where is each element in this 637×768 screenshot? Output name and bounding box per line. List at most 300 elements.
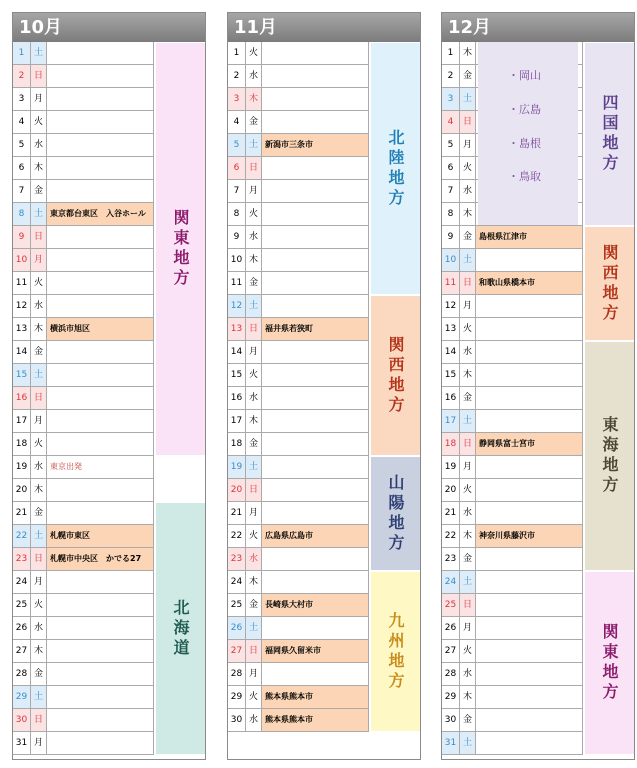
day-number: 27: [442, 640, 460, 662]
event-cell: [262, 203, 369, 225]
event-cell: [476, 686, 583, 708]
weekday: 金: [460, 226, 476, 248]
day-number: 6: [13, 157, 31, 179]
day-number: 6: [442, 157, 460, 179]
weekday: 水: [31, 295, 47, 317]
day-row: [442, 249, 583, 272]
day-row: [442, 410, 583, 433]
weekday: 土: [460, 88, 476, 110]
day-row: [442, 571, 583, 594]
weekday: 木: [460, 364, 476, 386]
day-row: [442, 686, 583, 709]
day-number: 24: [228, 571, 246, 593]
weekday: 土: [31, 203, 47, 225]
day-row: [13, 617, 154, 640]
weekday: 月: [246, 341, 262, 363]
event-cell: [476, 295, 583, 317]
weekday: 木: [31, 318, 47, 340]
event-cell: [476, 594, 583, 616]
weekday: 土: [460, 732, 476, 754]
day-row: [13, 525, 154, 548]
day-row: [442, 226, 583, 249]
weekday: 火: [246, 364, 262, 386]
event-cell: [47, 502, 154, 524]
day-number: 8: [228, 203, 246, 225]
event-cell: [262, 617, 369, 639]
day-number: 16: [228, 387, 246, 409]
day-number: 2: [228, 65, 246, 87]
day-row: [442, 387, 583, 410]
day-number: 27: [228, 640, 246, 662]
weekday: 水: [460, 341, 476, 363]
day-number: 20: [228, 479, 246, 501]
day-row: [228, 272, 369, 295]
day-number: 10: [442, 249, 460, 271]
day-number: 14: [442, 341, 460, 363]
event-cell: 広島県広島市: [262, 525, 369, 547]
day-row: [13, 594, 154, 617]
day-number: 23: [13, 548, 31, 570]
event-cell: [47, 341, 154, 363]
day-row: [228, 203, 369, 226]
day-number: 19: [228, 456, 246, 478]
event-cell: 新潟市三条市: [262, 134, 369, 156]
weekday: 土: [31, 525, 47, 547]
day-row: [228, 502, 369, 525]
weekday: 月: [246, 180, 262, 202]
day-row: [13, 111, 154, 134]
day-number: 30: [442, 709, 460, 731]
event-cell: [47, 249, 154, 271]
day-row: [228, 180, 369, 203]
day-number: 31: [442, 732, 460, 754]
day-row: [13, 134, 154, 157]
weekday: 金: [460, 709, 476, 731]
event-cell: [262, 180, 369, 202]
weekday: 火: [31, 433, 47, 455]
weekday: 金: [31, 341, 47, 363]
day-row: [228, 640, 369, 663]
event-cell: [47, 410, 154, 432]
weekday: 水: [246, 387, 262, 409]
weekday: 日: [31, 709, 47, 731]
day-number: 11: [13, 272, 31, 294]
event-cell: [262, 157, 369, 179]
day-row: [13, 65, 154, 88]
weekday: 木: [246, 88, 262, 110]
weekday: 水: [31, 617, 47, 639]
day-number: 8: [13, 203, 31, 225]
day-row: [13, 502, 154, 525]
day-row: [442, 594, 583, 617]
event-cell: [47, 686, 154, 708]
day-row: [13, 249, 154, 272]
weekday: 木: [246, 571, 262, 593]
day-row: [13, 548, 154, 571]
day-number: 7: [228, 180, 246, 202]
weekday: 日: [31, 387, 47, 409]
day-row: [442, 640, 583, 663]
weekday: 金: [31, 502, 47, 524]
weekday: 金: [246, 272, 262, 294]
weekday: 金: [460, 548, 476, 570]
day-row: [442, 525, 583, 548]
event-cell: 東京都台東区 入谷ホール: [47, 203, 154, 225]
day-number: 14: [228, 341, 246, 363]
day-number: 24: [442, 571, 460, 593]
day-row: [228, 686, 369, 709]
event-cell: [47, 295, 154, 317]
weekday: 木: [460, 525, 476, 547]
day-number: 9: [442, 226, 460, 248]
day-row: [13, 456, 154, 479]
day-number: 5: [442, 134, 460, 156]
day-row: [228, 318, 369, 341]
weekday: 土: [246, 456, 262, 478]
sub-list-item: ・岡山: [508, 69, 541, 82]
event-cell: [262, 479, 369, 501]
day-row: [228, 249, 369, 272]
day-number: 9: [228, 226, 246, 248]
event-cell: [262, 502, 369, 524]
weekday: 月: [460, 617, 476, 639]
day-number: 12: [13, 295, 31, 317]
day-number: 31: [13, 732, 31, 754]
event-cell: [47, 594, 154, 616]
region-label: 関東地方: [585, 572, 634, 754]
day-row: [228, 295, 369, 318]
weekday: 水: [31, 456, 47, 478]
day-number: 6: [228, 157, 246, 179]
day-number: 30: [228, 709, 246, 731]
day-row: [442, 732, 583, 755]
event-cell: [476, 456, 583, 478]
weekday: 火: [246, 525, 262, 547]
day-row: [13, 686, 154, 709]
region-label: 山陽地方: [371, 457, 420, 570]
day-number: 19: [13, 456, 31, 478]
weekday: 水: [246, 65, 262, 87]
day-number: 28: [228, 663, 246, 685]
weekday: 木: [246, 249, 262, 271]
day-number: 19: [442, 456, 460, 478]
day-row: [442, 295, 583, 318]
day-row: [13, 732, 154, 755]
event-cell: [262, 295, 369, 317]
month-title: 12月: [442, 13, 634, 42]
weekday: 日: [246, 479, 262, 501]
event-cell: [262, 410, 369, 432]
weekday: 月: [31, 88, 47, 110]
day-row: [442, 341, 583, 364]
day-number: 13: [13, 318, 31, 340]
day-row: [228, 157, 369, 180]
weekday: 水: [460, 502, 476, 524]
day-number: 25: [442, 594, 460, 616]
event-cell: [47, 433, 154, 455]
day-row: [13, 295, 154, 318]
day-row: [228, 594, 369, 617]
day-number: 26: [442, 617, 460, 639]
event-cell: [476, 571, 583, 593]
day-number: 25: [13, 594, 31, 616]
day-row: [442, 548, 583, 571]
day-number: 24: [13, 571, 31, 593]
event-cell: [47, 364, 154, 386]
day-row: [442, 272, 583, 295]
day-number: 22: [228, 525, 246, 547]
weekday: 木: [246, 410, 262, 432]
weekday: 金: [246, 111, 262, 133]
event-cell: [47, 571, 154, 593]
event-cell: 福岡県久留米市: [262, 640, 369, 662]
day-number: 16: [442, 387, 460, 409]
day-number: 18: [13, 433, 31, 455]
region-label: 関東地方: [156, 43, 205, 455]
day-number: 15: [442, 364, 460, 386]
day-number: 13: [442, 318, 460, 340]
day-row: [228, 709, 369, 732]
region-label: 北海道: [156, 503, 205, 754]
day-row: [442, 364, 583, 387]
day-row: [13, 364, 154, 387]
weekday: 土: [460, 571, 476, 593]
day-row: [228, 456, 369, 479]
event-cell: 札幌市中央区 かでる27: [47, 548, 154, 570]
day-number: 23: [228, 548, 246, 570]
event-cell: [476, 502, 583, 524]
weekday: 火: [460, 640, 476, 662]
event-cell: 和歌山県橋本市: [476, 272, 583, 294]
event-cell: [47, 479, 154, 501]
weekday: 日: [246, 318, 262, 340]
day-row: [228, 341, 369, 364]
day-row: [228, 410, 369, 433]
weekday: 月: [460, 456, 476, 478]
weekday: 土: [31, 42, 47, 64]
event-cell: 福井県若狭町: [262, 318, 369, 340]
day-row: [13, 42, 154, 65]
day-row: [228, 617, 369, 640]
day-row: [13, 341, 154, 364]
day-row: [228, 42, 369, 65]
day-row: [13, 640, 154, 663]
day-number: 17: [442, 410, 460, 432]
month-title: 11月: [228, 13, 420, 42]
event-cell: 熊本県熊本市: [262, 709, 369, 731]
weekday: 木: [460, 203, 476, 225]
event-cell: [262, 433, 369, 455]
weekday: 木: [460, 686, 476, 708]
weekday: 水: [460, 180, 476, 202]
weekday: 水: [246, 226, 262, 248]
weekday: 木: [31, 157, 47, 179]
event-cell: [262, 548, 369, 570]
weekday: 日: [246, 157, 262, 179]
day-number: 28: [13, 663, 31, 685]
weekday: 水: [246, 548, 262, 570]
event-cell: 長崎県大村市: [262, 594, 369, 616]
weekday: 日: [460, 111, 476, 133]
event-cell: [47, 134, 154, 156]
event-cell: [47, 65, 154, 87]
event-cell: [476, 479, 583, 501]
event-cell: [262, 663, 369, 685]
day-number: 21: [442, 502, 460, 524]
day-number: 11: [228, 272, 246, 294]
event-cell: [476, 709, 583, 731]
day-number: 28: [442, 663, 460, 685]
event-cell: [476, 341, 583, 363]
day-row: [13, 88, 154, 111]
weekday: 月: [31, 410, 47, 432]
event-cell: [47, 617, 154, 639]
day-row: [228, 364, 369, 387]
weekday: 火: [31, 111, 47, 133]
event-cell: [476, 548, 583, 570]
day-row: [13, 571, 154, 594]
day-number: 1: [228, 42, 246, 64]
day-row: [13, 387, 154, 410]
day-row: [13, 479, 154, 502]
day-row: [228, 134, 369, 157]
day-number: 12: [228, 295, 246, 317]
day-rows: [228, 42, 369, 732]
event-cell: [47, 709, 154, 731]
day-row: [13, 318, 154, 341]
day-number: 15: [228, 364, 246, 386]
day-number: 14: [13, 341, 31, 363]
day-row: [228, 111, 369, 134]
event-cell: 東京出発: [47, 456, 154, 478]
event-cell: 島根県江津市: [476, 226, 583, 248]
region-label: 九州地方: [371, 572, 420, 731]
day-row: [228, 479, 369, 502]
region-label: 関西地方: [585, 227, 634, 340]
day-row: [13, 180, 154, 203]
event-cell: [262, 88, 369, 110]
day-number: 3: [13, 88, 31, 110]
weekday: 金: [246, 433, 262, 455]
event-cell: [47, 42, 154, 64]
event-cell: [476, 640, 583, 662]
weekday: 土: [460, 410, 476, 432]
weekday: 土: [31, 686, 47, 708]
day-number: 11: [442, 272, 460, 294]
day-row: [442, 617, 583, 640]
sub-list: [478, 42, 578, 225]
day-number: 4: [228, 111, 246, 133]
day-number: 2: [442, 65, 460, 87]
day-number: 18: [442, 433, 460, 455]
day-row: [442, 502, 583, 525]
event-cell: [262, 571, 369, 593]
day-rows: [13, 42, 154, 755]
weekday: 日: [460, 594, 476, 616]
weekday: 月: [31, 732, 47, 754]
day-row: [13, 410, 154, 433]
day-number: 17: [228, 410, 246, 432]
month-title: 10月: [13, 13, 205, 42]
event-cell: [262, 456, 369, 478]
event-cell: [47, 272, 154, 294]
event-cell: 熊本県熊本市: [262, 686, 369, 708]
weekday: 土: [246, 295, 262, 317]
day-number: 23: [442, 548, 460, 570]
event-cell: [476, 663, 583, 685]
event-cell: [262, 42, 369, 64]
day-number: 12: [442, 295, 460, 317]
region-label: 北陸地方: [371, 43, 420, 294]
day-number: 5: [13, 134, 31, 156]
day-number: 8: [442, 203, 460, 225]
weekday: 日: [31, 65, 47, 87]
day-number: 25: [228, 594, 246, 616]
event-cell: 横浜市旭区: [47, 318, 154, 340]
day-number: 29: [442, 686, 460, 708]
day-number: 16: [13, 387, 31, 409]
day-number: 3: [442, 88, 460, 110]
event-cell: [47, 180, 154, 202]
day-number: 29: [13, 686, 31, 708]
day-number: 22: [442, 525, 460, 547]
day-number: 26: [228, 617, 246, 639]
day-row: [13, 203, 154, 226]
day-number: 4: [442, 111, 460, 133]
region-label: 関西地方: [371, 296, 420, 455]
day-number: 1: [442, 42, 460, 64]
weekday: 火: [246, 686, 262, 708]
weekday: 水: [460, 663, 476, 685]
weekday: 火: [246, 203, 262, 225]
weekday: 木: [31, 479, 47, 501]
sub-list-item: ・鳥取: [508, 170, 541, 183]
event-cell: [262, 364, 369, 386]
event-cell: [262, 272, 369, 294]
day-number: 15: [13, 364, 31, 386]
weekday: 月: [246, 663, 262, 685]
day-number: 20: [442, 479, 460, 501]
weekday: 土: [246, 134, 262, 156]
event-cell: [262, 111, 369, 133]
day-row: [228, 433, 369, 456]
sub-list-item: ・島根: [508, 137, 541, 150]
day-row: [13, 226, 154, 249]
day-row: [13, 157, 154, 180]
day-row: [228, 525, 369, 548]
event-cell: [47, 387, 154, 409]
day-row: [228, 663, 369, 686]
weekday: 火: [31, 594, 47, 616]
day-number: 9: [13, 226, 31, 248]
weekday: 土: [246, 617, 262, 639]
month-panel-oct: [12, 12, 206, 760]
weekday: 月: [31, 249, 47, 271]
day-row: [228, 387, 369, 410]
weekday: 火: [460, 479, 476, 501]
day-row: [442, 318, 583, 341]
day-number: 30: [13, 709, 31, 731]
event-cell: [47, 226, 154, 248]
month-panel-dec: [441, 12, 635, 760]
weekday: 金: [31, 180, 47, 202]
weekday: 金: [460, 387, 476, 409]
event-cell: [47, 157, 154, 179]
day-row: [442, 709, 583, 732]
day-row: [442, 433, 583, 456]
weekday: 土: [31, 364, 47, 386]
weekday: 木: [460, 42, 476, 64]
